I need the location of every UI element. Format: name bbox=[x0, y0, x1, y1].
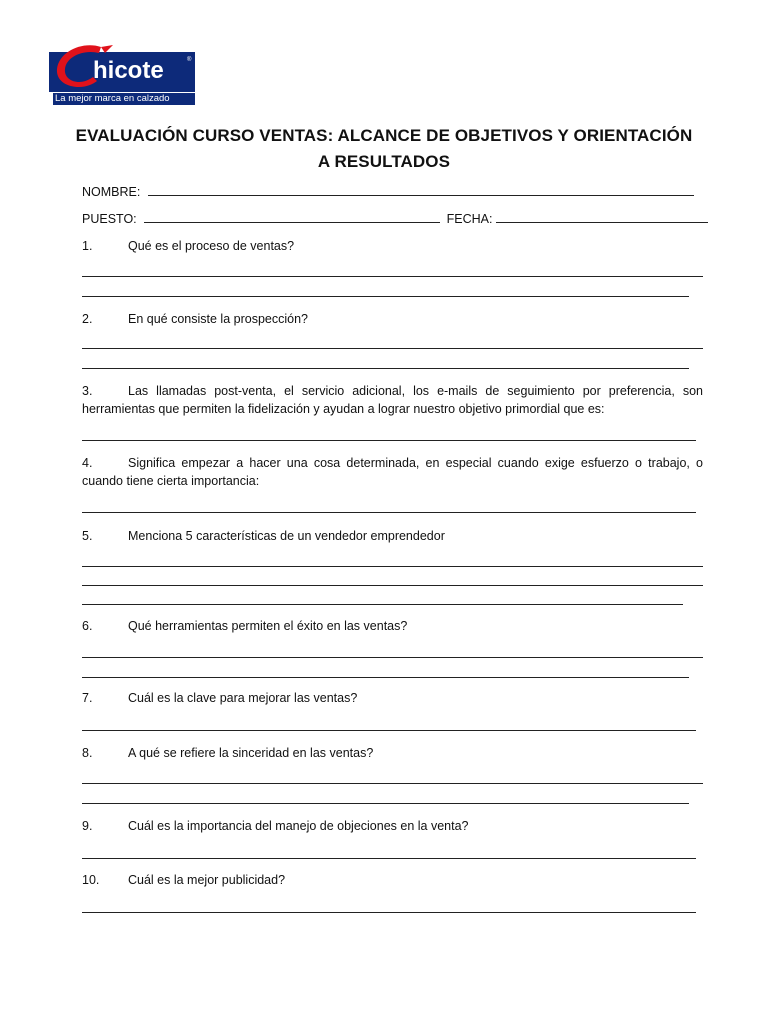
question-6 bbox=[82, 617, 703, 635]
question-4 bbox=[82, 454, 703, 490]
nombre-row bbox=[82, 183, 694, 200]
puesto-fecha-row bbox=[82, 210, 708, 227]
question-10 bbox=[82, 871, 703, 889]
question-number: 1. bbox=[82, 239, 93, 253]
answer-line[interactable] bbox=[82, 512, 696, 513]
fecha-label: FECHA: bbox=[446, 212, 493, 226]
answer-line[interactable] bbox=[82, 276, 703, 277]
question-number: 3. bbox=[82, 384, 93, 398]
question-9 bbox=[82, 817, 703, 835]
chicote-logo bbox=[49, 43, 195, 105]
question-number: 9. bbox=[82, 819, 93, 833]
logo-registered-mark: ® bbox=[187, 57, 192, 63]
question-3 bbox=[82, 382, 703, 418]
question-text: En qué consiste la prospección? bbox=[128, 312, 308, 326]
question-number: 4. bbox=[82, 456, 93, 470]
question-number: 5. bbox=[82, 529, 93, 543]
answer-line[interactable] bbox=[82, 912, 696, 913]
question-text: Cuál es la importancia del manejo de objeciones en la venta? bbox=[128, 819, 469, 833]
logo-tagline: La mejor marca en calzado bbox=[53, 93, 195, 105]
answer-line[interactable] bbox=[82, 803, 689, 804]
answer-line[interactable] bbox=[82, 677, 689, 678]
question-number: 2. bbox=[82, 312, 93, 326]
answer-line[interactable] bbox=[82, 440, 696, 441]
question-text: A qué se refiere la sinceridad en las ventas? bbox=[128, 746, 374, 760]
answer-line[interactable] bbox=[82, 585, 703, 586]
question-number: 6. bbox=[82, 619, 93, 633]
answer-line[interactable] bbox=[82, 348, 703, 349]
question-number: 10. bbox=[82, 873, 100, 887]
question-number: 7. bbox=[82, 691, 93, 705]
answer-line[interactable] bbox=[82, 783, 703, 784]
question-text: Las llamadas post-venta, el servicio adicional, los e-mails de seguimiento por preferencia, son herramientas que permiten la fidelización y ayudan a lograr nuestro objetivo primordial que es: bbox=[82, 384, 703, 416]
question-5 bbox=[82, 527, 703, 545]
nombre-label: NOMBRE: bbox=[82, 185, 141, 199]
answer-line[interactable] bbox=[82, 368, 689, 369]
title-line-2: A RESULTADOS bbox=[317, 152, 451, 171]
question-8 bbox=[82, 744, 703, 762]
document-title bbox=[70, 123, 698, 175]
question-text: Qué es el proceso de ventas? bbox=[128, 239, 295, 253]
answer-line[interactable] bbox=[82, 566, 703, 567]
fecha-field[interactable] bbox=[496, 210, 708, 223]
answer-line[interactable] bbox=[82, 657, 703, 658]
answer-line[interactable] bbox=[82, 858, 696, 859]
answer-line[interactable] bbox=[82, 296, 689, 297]
question-1 bbox=[82, 237, 703, 255]
nombre-field[interactable] bbox=[148, 183, 694, 196]
title-line-1: EVALUACIÓN CURSO VENTAS: ALCANCE DE OBJETIVOS Y ORIENTACIÓN bbox=[75, 126, 693, 145]
answer-line[interactable] bbox=[82, 730, 696, 731]
question-text: Significa empezar a hacer una cosa determinada, en especial cuando exige esfuerzo o trabajo, o cuando tiene cierta importancia: bbox=[82, 456, 703, 488]
question-text: Cuál es la mejor publicidad? bbox=[128, 873, 286, 887]
puesto-label: PUESTO: bbox=[82, 212, 137, 226]
puesto-field[interactable] bbox=[144, 210, 440, 223]
question-text: Menciona 5 características de un vendedor emprendedor bbox=[128, 529, 445, 543]
question-7 bbox=[82, 689, 703, 707]
question-2 bbox=[82, 310, 703, 328]
question-text: Qué herramientas permiten el éxito en las ventas? bbox=[128, 619, 408, 633]
answer-line[interactable] bbox=[82, 604, 683, 605]
question-number: 8. bbox=[82, 746, 93, 760]
logo-wordmark: hicote bbox=[93, 57, 164, 84]
question-text: Cuál es la clave para mejorar las ventas? bbox=[128, 691, 358, 705]
